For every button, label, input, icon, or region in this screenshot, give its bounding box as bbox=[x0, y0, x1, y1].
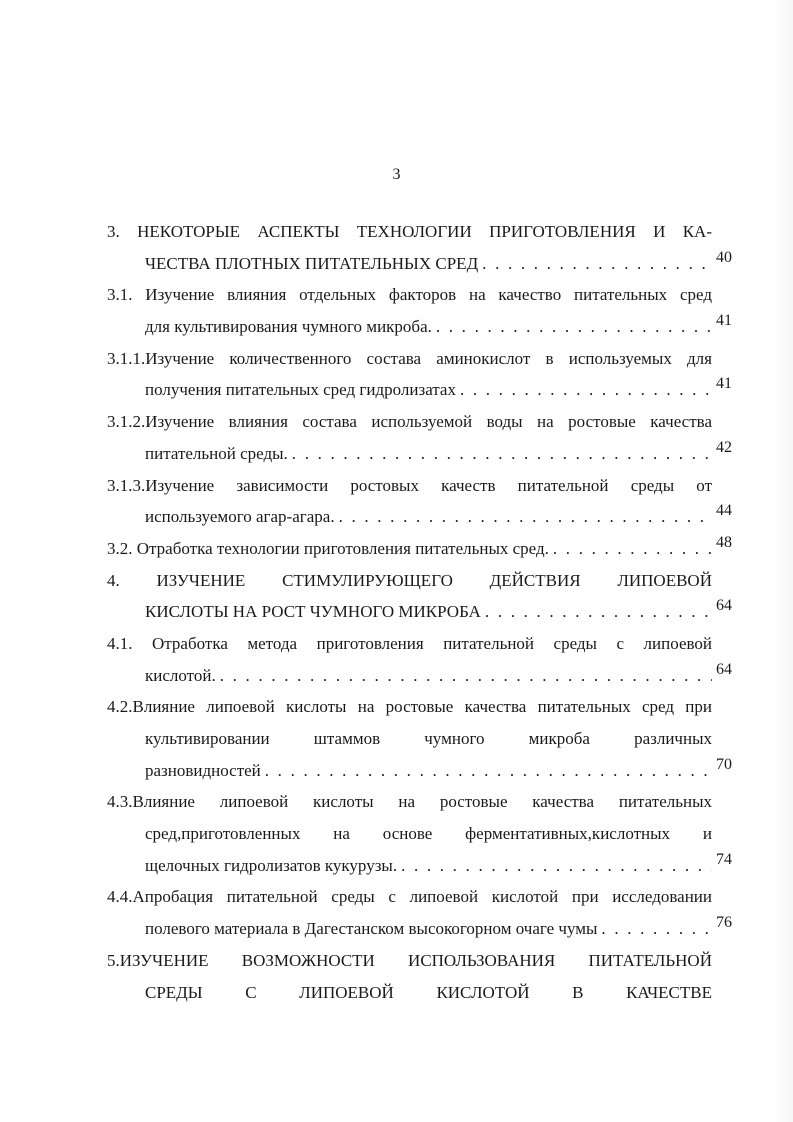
toc-entry-last-line bbox=[107, 850, 732, 882]
toc-entry-last-line bbox=[107, 596, 732, 628]
toc-entry-last-line bbox=[107, 913, 732, 945]
toc-entry-text: получения питательных сред гидролизатах bbox=[145, 380, 456, 400]
toc-entry-text: 3.1.2.Изучение влияния состава используемой воды на ростовые качества bbox=[107, 412, 712, 432]
dot-leader bbox=[292, 438, 712, 470]
toc-page-ref: 70 bbox=[716, 755, 732, 773]
toc-entry-5[interactable] bbox=[107, 945, 712, 1008]
toc-entry-last-line bbox=[107, 533, 732, 565]
dot-leader bbox=[436, 311, 712, 343]
toc-entry-text: 3.2. Отработка технологии приготовления питательных сред. bbox=[107, 538, 549, 558]
dot-leader bbox=[401, 850, 712, 882]
toc-entry-text: разновидностей bbox=[145, 760, 261, 780]
toc-entry-text: 4.2.Влияние липоевой кислоты на ростовые качества питательных сред при bbox=[107, 697, 712, 717]
toc-entry-text: 4. ИЗУЧЕНИЕ СТИМУЛИРУЮЩЕГО ДЕЙСТВИЯ ЛИПОЕВОЙ bbox=[107, 570, 712, 590]
page-number: 3 bbox=[392, 166, 401, 183]
toc-entry-last-line bbox=[107, 660, 732, 692]
toc-entry-4[interactable] bbox=[107, 565, 732, 628]
toc-page-ref: 40 bbox=[716, 248, 732, 266]
toc-entry-3-1[interactable] bbox=[107, 279, 732, 342]
toc-page-ref: 44 bbox=[716, 502, 732, 520]
toc-entry-text: ЧЕСТВА ПЛОТНЫХ ПИТАТЕЛЬНЫХ СРЕД bbox=[145, 253, 479, 273]
dot-leader bbox=[460, 374, 712, 406]
toc-entry-text: используемого агар-агара. bbox=[145, 507, 335, 527]
toc-entry-text: сред,приготовленных на основе ферментативных,кислотных и bbox=[145, 824, 712, 844]
toc-page-ref: 64 bbox=[716, 660, 732, 678]
toc-entry-4-1[interactable] bbox=[107, 628, 732, 691]
toc-entry-3-1-3[interactable] bbox=[107, 470, 732, 533]
toc-entry-3-2[interactable] bbox=[107, 533, 732, 565]
toc-page-ref: 42 bbox=[716, 438, 732, 456]
dot-leader bbox=[265, 755, 712, 787]
toc-entry-3[interactable] bbox=[107, 216, 732, 279]
toc-page-ref: 48 bbox=[716, 533, 732, 551]
dot-leader bbox=[220, 660, 712, 692]
dot-leader bbox=[339, 501, 712, 533]
toc-entry-last-line bbox=[107, 374, 732, 406]
toc-entry-last-line bbox=[107, 248, 732, 280]
dot-leader bbox=[485, 596, 712, 628]
toc-page-ref: 41 bbox=[716, 312, 732, 330]
toc-entry-text: 4.4.Апробация питательной среды с липоевой кислотой при исследовании bbox=[107, 887, 712, 907]
toc-entry-4-3[interactable] bbox=[107, 786, 732, 881]
toc-page-ref: 76 bbox=[716, 914, 732, 932]
toc-entry-text: 3.1.1.Изучение количественного состава аминокислот в используемых для bbox=[107, 348, 712, 368]
toc-page-ref: 41 bbox=[716, 375, 732, 393]
toc-entry-text: питательной среды. bbox=[145, 443, 288, 463]
toc-entry-text: 3.1. Изучение влияния отдельных факторов на качество питательных сред bbox=[107, 285, 712, 305]
toc-entry-last-line bbox=[107, 501, 732, 533]
toc-entry-text: 4.3.Влияние липоевой кислоты на ростовые качества питательных bbox=[107, 792, 712, 812]
toc-entry-text: для культивирования чумного микроба. bbox=[145, 317, 432, 337]
toc-entry-text: КИСЛОТЫ НА РОСТ ЧУМНОГО МИКРОБА bbox=[145, 602, 481, 622]
toc-entry-text: СРЕДЫ С ЛИПОЕВОЙ КИСЛОТОЙ В КАЧЕСТВЕ bbox=[145, 982, 712, 1002]
table-of-contents bbox=[107, 216, 732, 1008]
dot-leader bbox=[482, 248, 712, 280]
toc-entry-4-2[interactable] bbox=[107, 691, 732, 786]
toc-entry-text: 4.1. Отработка метода приготовления питательной среды с липоевой bbox=[107, 633, 712, 653]
toc-page-ref: 74 bbox=[716, 850, 732, 868]
toc-entry-last-line bbox=[107, 311, 732, 343]
toc-entry-last-line bbox=[107, 438, 732, 470]
toc-entry-3-1-1[interactable] bbox=[107, 343, 732, 406]
toc-entry-text: 3.1.3.Изучение зависимости ростовых качеств питательной среды от bbox=[107, 475, 712, 495]
toc-entry-text: щелочных гидролизатов кукурузы. bbox=[145, 855, 398, 875]
toc-page-ref: 64 bbox=[716, 597, 732, 615]
toc-entry-text: 5.ИЗУЧЕНИЕ ВОЗМОЖНОСТИ ИСПОЛЬЗОВАНИЯ ПИТАТЕЛЬНОЙ bbox=[107, 950, 712, 970]
toc-entry-4-4[interactable] bbox=[107, 881, 732, 944]
toc-entry-text: 3. НЕКОТОРЫЕ АСПЕКТЫ ТЕХНОЛОГИИ ПРИГОТОВЛЕНИЯ И КА- bbox=[107, 222, 712, 241]
toc-entry-text: кислотой. bbox=[145, 665, 216, 685]
toc-entry-text: культивировании штаммов чумного микроба различных bbox=[145, 729, 712, 748]
toc-entry-text: полевого материала в Дагестанском высокогорном очаге чумы bbox=[145, 919, 598, 939]
toc-entry-last-line bbox=[107, 755, 732, 787]
dot-leader bbox=[553, 533, 712, 565]
toc-entry-3-1-2[interactable] bbox=[107, 406, 732, 469]
dot-leader bbox=[601, 913, 712, 945]
